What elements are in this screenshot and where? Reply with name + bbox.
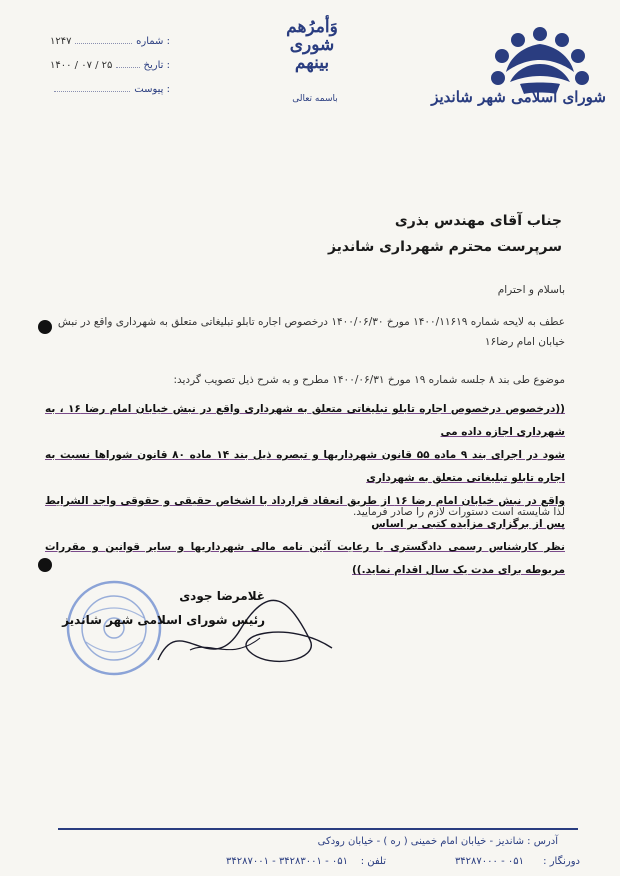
date-dots — [116, 67, 139, 68]
addressee-block — [328, 208, 562, 260]
number-label: شماره : — [136, 36, 170, 47]
footer-address: آدرس : شاندیز - خیابان امام خمینی ( ره ) - خیابان رودکی — [317, 836, 558, 847]
footer-divider — [58, 828, 578, 830]
motto-text: وَأمرُهم شوری بینهم — [286, 17, 338, 73]
letter-meta — [50, 36, 170, 108]
council-logo — [480, 20, 600, 140]
footer-contacts — [140, 856, 580, 872]
addressee-name: جناب آقای مهندس بذری — [394, 213, 562, 229]
council-logo-text: شورای اسلامی شهر شاندیز — [431, 88, 606, 106]
quote-line-4: نظر کارشناس رسمی دادگستری با رعایت آئین نامه مالی شهرداریها و سایر قوانین و مقررات مربوطه برای مدت یک سال اقدام نماید.)) — [45, 541, 565, 576]
attachment-label: پیوست : — [134, 84, 170, 95]
paragraph-1 — [45, 312, 565, 352]
motto-calligraphy — [272, 18, 352, 72]
signatory-block — [62, 584, 265, 632]
number-value: ۱۲۴۷ — [50, 36, 72, 47]
phone-value: ۰۵۱ - ۳۴۲۸۳۰۰۱ - ۳۴۲۸۷۰۰۱ — [226, 856, 348, 867]
fax-value: ۰۵۱ - ۳۴۲۸۷۰۰۰ — [454, 856, 524, 867]
addressee-title: سرپرست محترم شهرداری شاندیز — [327, 239, 562, 255]
basmala: باسمه تعالی — [292, 94, 338, 104]
date-value: ۱۴۰۰ / ۰۷ / ۲۵ — [50, 60, 113, 71]
quote-line-3: واقع در نبش خیابان امام رضا ۱۶ از طریق انعقاد قرارداد با اشخاص حقیقی و حقوقی واجد الشرایط پس از برگزاری مزایده کتبی بر اساس — [45, 495, 565, 530]
greeting: باسلام و احترام — [497, 284, 565, 296]
attachment-row — [50, 84, 170, 108]
fax-label: دورنگار : — [543, 856, 580, 867]
number-dots — [75, 43, 132, 44]
paragraph-2: موضوع طی بند ۸ جلسه شماره ۱۹ مورخ ۱۴۰۰/۰۶/۳۱ مطرح و به شرح ذیل تصویب گردید: — [173, 374, 565, 386]
quote-line-2: شود در اجرای بند ۹ ماده ۵۵ قانون شهرداریها و تبصره ذیل بند ۱۴ ماده ۸۰ قانون شوراها نسبت به اجاره تابلو تبلیغاتی متعلق به شهرداری — [45, 449, 565, 484]
paragraph-1-line-1: عطف به لایحه شماره ۱۴۰۰/۱۱۶۱۹ مورخ ۱۴۰۰/۰۶/۳۰ درخصوص اجاره تابلو تبلیغاتی متعلق به شهرداری واقع در نبش — [57, 316, 565, 328]
council-logo-icon — [480, 20, 600, 140]
quote-line-1: ((درخصوص درخصوص اجاره تابلو تبلیغاتی متعلق به شهرداری واقع در نبش خیابان امام رضا ۱۶ ، به شهرداری اجازه داده می — [45, 403, 565, 438]
punch-hole-lower — [38, 558, 52, 572]
signatory-name: غلامرضا جودی — [179, 589, 265, 603]
resolution-quote — [45, 398, 565, 582]
signatory-title: رئیس شورای اسلامی شهر شاندیز — [62, 613, 265, 627]
attachment-dots — [54, 91, 130, 92]
closing-line: لذا شایسته است دستورات لازم را صادر فرمایید. — [352, 506, 565, 518]
date-row — [50, 60, 170, 84]
punch-hole-upper — [38, 320, 52, 334]
paragraph-1-line-2: خیابان امام رضا۱۶ — [484, 336, 565, 348]
number-row — [50, 36, 170, 60]
phone-label: تلفن : — [360, 856, 386, 867]
date-label: تاریخ : — [143, 60, 170, 71]
